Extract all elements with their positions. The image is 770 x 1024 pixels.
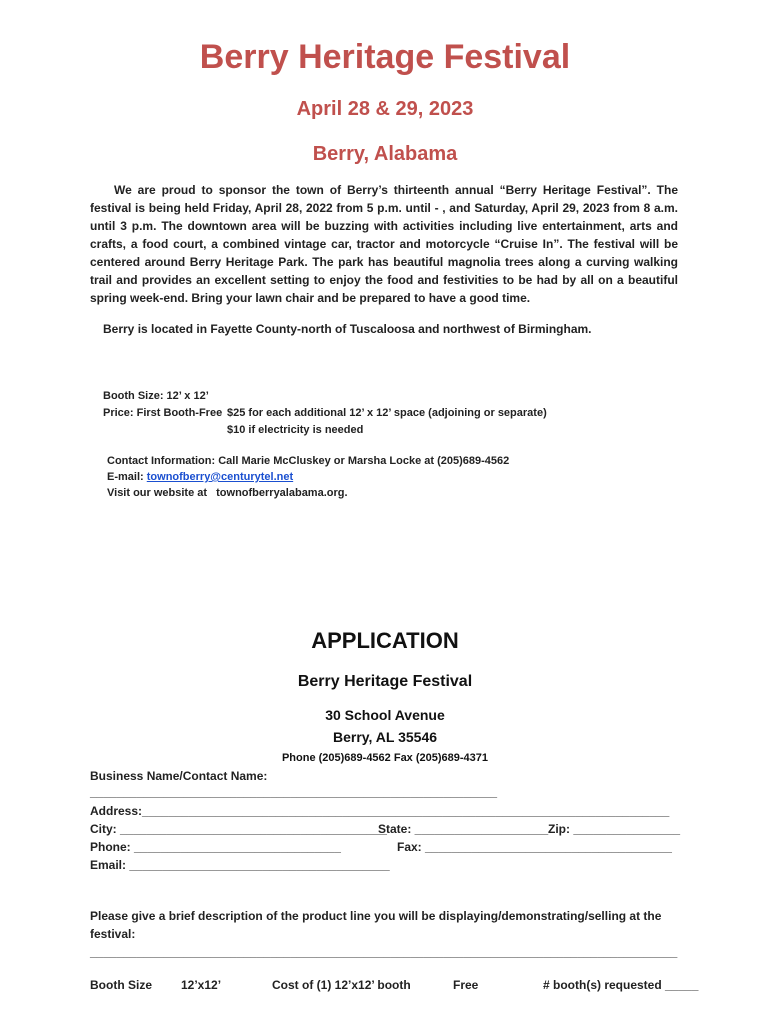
festival-dates: April 28 & 29, 2023 — [296, 98, 474, 120]
booth-size: Booth Size: 12’ x 12’ — [103, 390, 209, 402]
contact-website-row — [107, 487, 348, 499]
application-street: 30 School Avenue — [325, 707, 445, 723]
booths-requested-field[interactable]: # booth(s) requested _____ — [543, 978, 699, 992]
address-field[interactable]: Address:_______________________________________________________________________________ — [90, 804, 670, 818]
booth-price: Price: First Booth-Free — [103, 407, 223, 419]
festival-title: Berry Heritage Festival — [199, 38, 571, 76]
application-phone-fax: Phone (205)689-4562 Fax (205)689-4371 — [281, 752, 489, 764]
email-field[interactable]: Email: _______________________________________ — [90, 858, 390, 872]
booth-cost-label: Cost of (1) 12’x12’ booth — [272, 978, 411, 992]
email-label: E-mail: — [107, 471, 144, 483]
booth-size-label: Booth Size — [90, 978, 152, 992]
intro-paragraph: We are proud to sponsor the town of Berry’s thirteenth annual “Berry Heritage Festival”. The festival is being held Friday, April 28, 2022 from 5 p.m. until - , and Saturday, April 29, 2023 from 8 a.m. until 3 p.m. The downtown area will be buzzing with activities including live entertainment, arts and crafts, a food court, a combined vintage car, tractor and motorcycle “Cruise In”. The festival will be centered around Berry Heritage Park. The park has beautiful magnolia trees along a curving walking trail and provides an excellent setting to enjoy the food and festivities to be had by all on a beautiful spring week-end. Bring your lawn chair and be prepared to have a good time. — [90, 183, 678, 305]
city-field[interactable]: City: ________________________________________ — [90, 822, 387, 836]
booth-electricity: $10 if electricity is needed — [227, 424, 364, 436]
fax-field[interactable]: Fax: _____________________________________ — [397, 840, 672, 854]
booth-size-value: 12’x12’ — [181, 978, 222, 992]
business-name-field[interactable]: _____________________________________________________________ — [90, 785, 498, 799]
zip-field[interactable]: Zip: ________________ — [548, 822, 681, 836]
application-heading: APPLICATION — [311, 628, 459, 653]
phone-field[interactable]: Phone: _______________________________ — [90, 840, 341, 854]
email-link[interactable]: townofberry@centurytel.net — [146, 471, 294, 483]
description-label: Please give a brief description of the product line you will be displaying/demonstrating/selling at the festival: — [90, 909, 662, 941]
booth-cost-value: Free — [453, 978, 479, 992]
festival-location: Berry, Alabama — [312, 143, 458, 165]
website-label: Visit our website at — [107, 487, 208, 499]
description-field[interactable]: ________________________________________________________________________________________ — [90, 945, 678, 959]
business-name-label: Business Name/Contact Name: — [90, 769, 268, 783]
state-field[interactable]: State: ____________________ — [378, 822, 549, 836]
application-org: Berry Heritage Festival — [297, 673, 473, 690]
contact-email-row — [107, 471, 293, 483]
booth-price-extra: $25 for each additional 12’ x 12’ space (adjoining or separate) — [227, 407, 547, 419]
location-note: Berry is located in Fayette County-north of Tuscaloosa and northwest of Birmingham. — [103, 322, 592, 336]
contact-line: Contact Information: Call Marie McCluskey or Marsha Locke at (205)689-4562 — [107, 455, 510, 467]
website-text: townofberryalabama.org. — [216, 487, 348, 499]
application-city: Berry, AL 35546 — [332, 729, 438, 745]
